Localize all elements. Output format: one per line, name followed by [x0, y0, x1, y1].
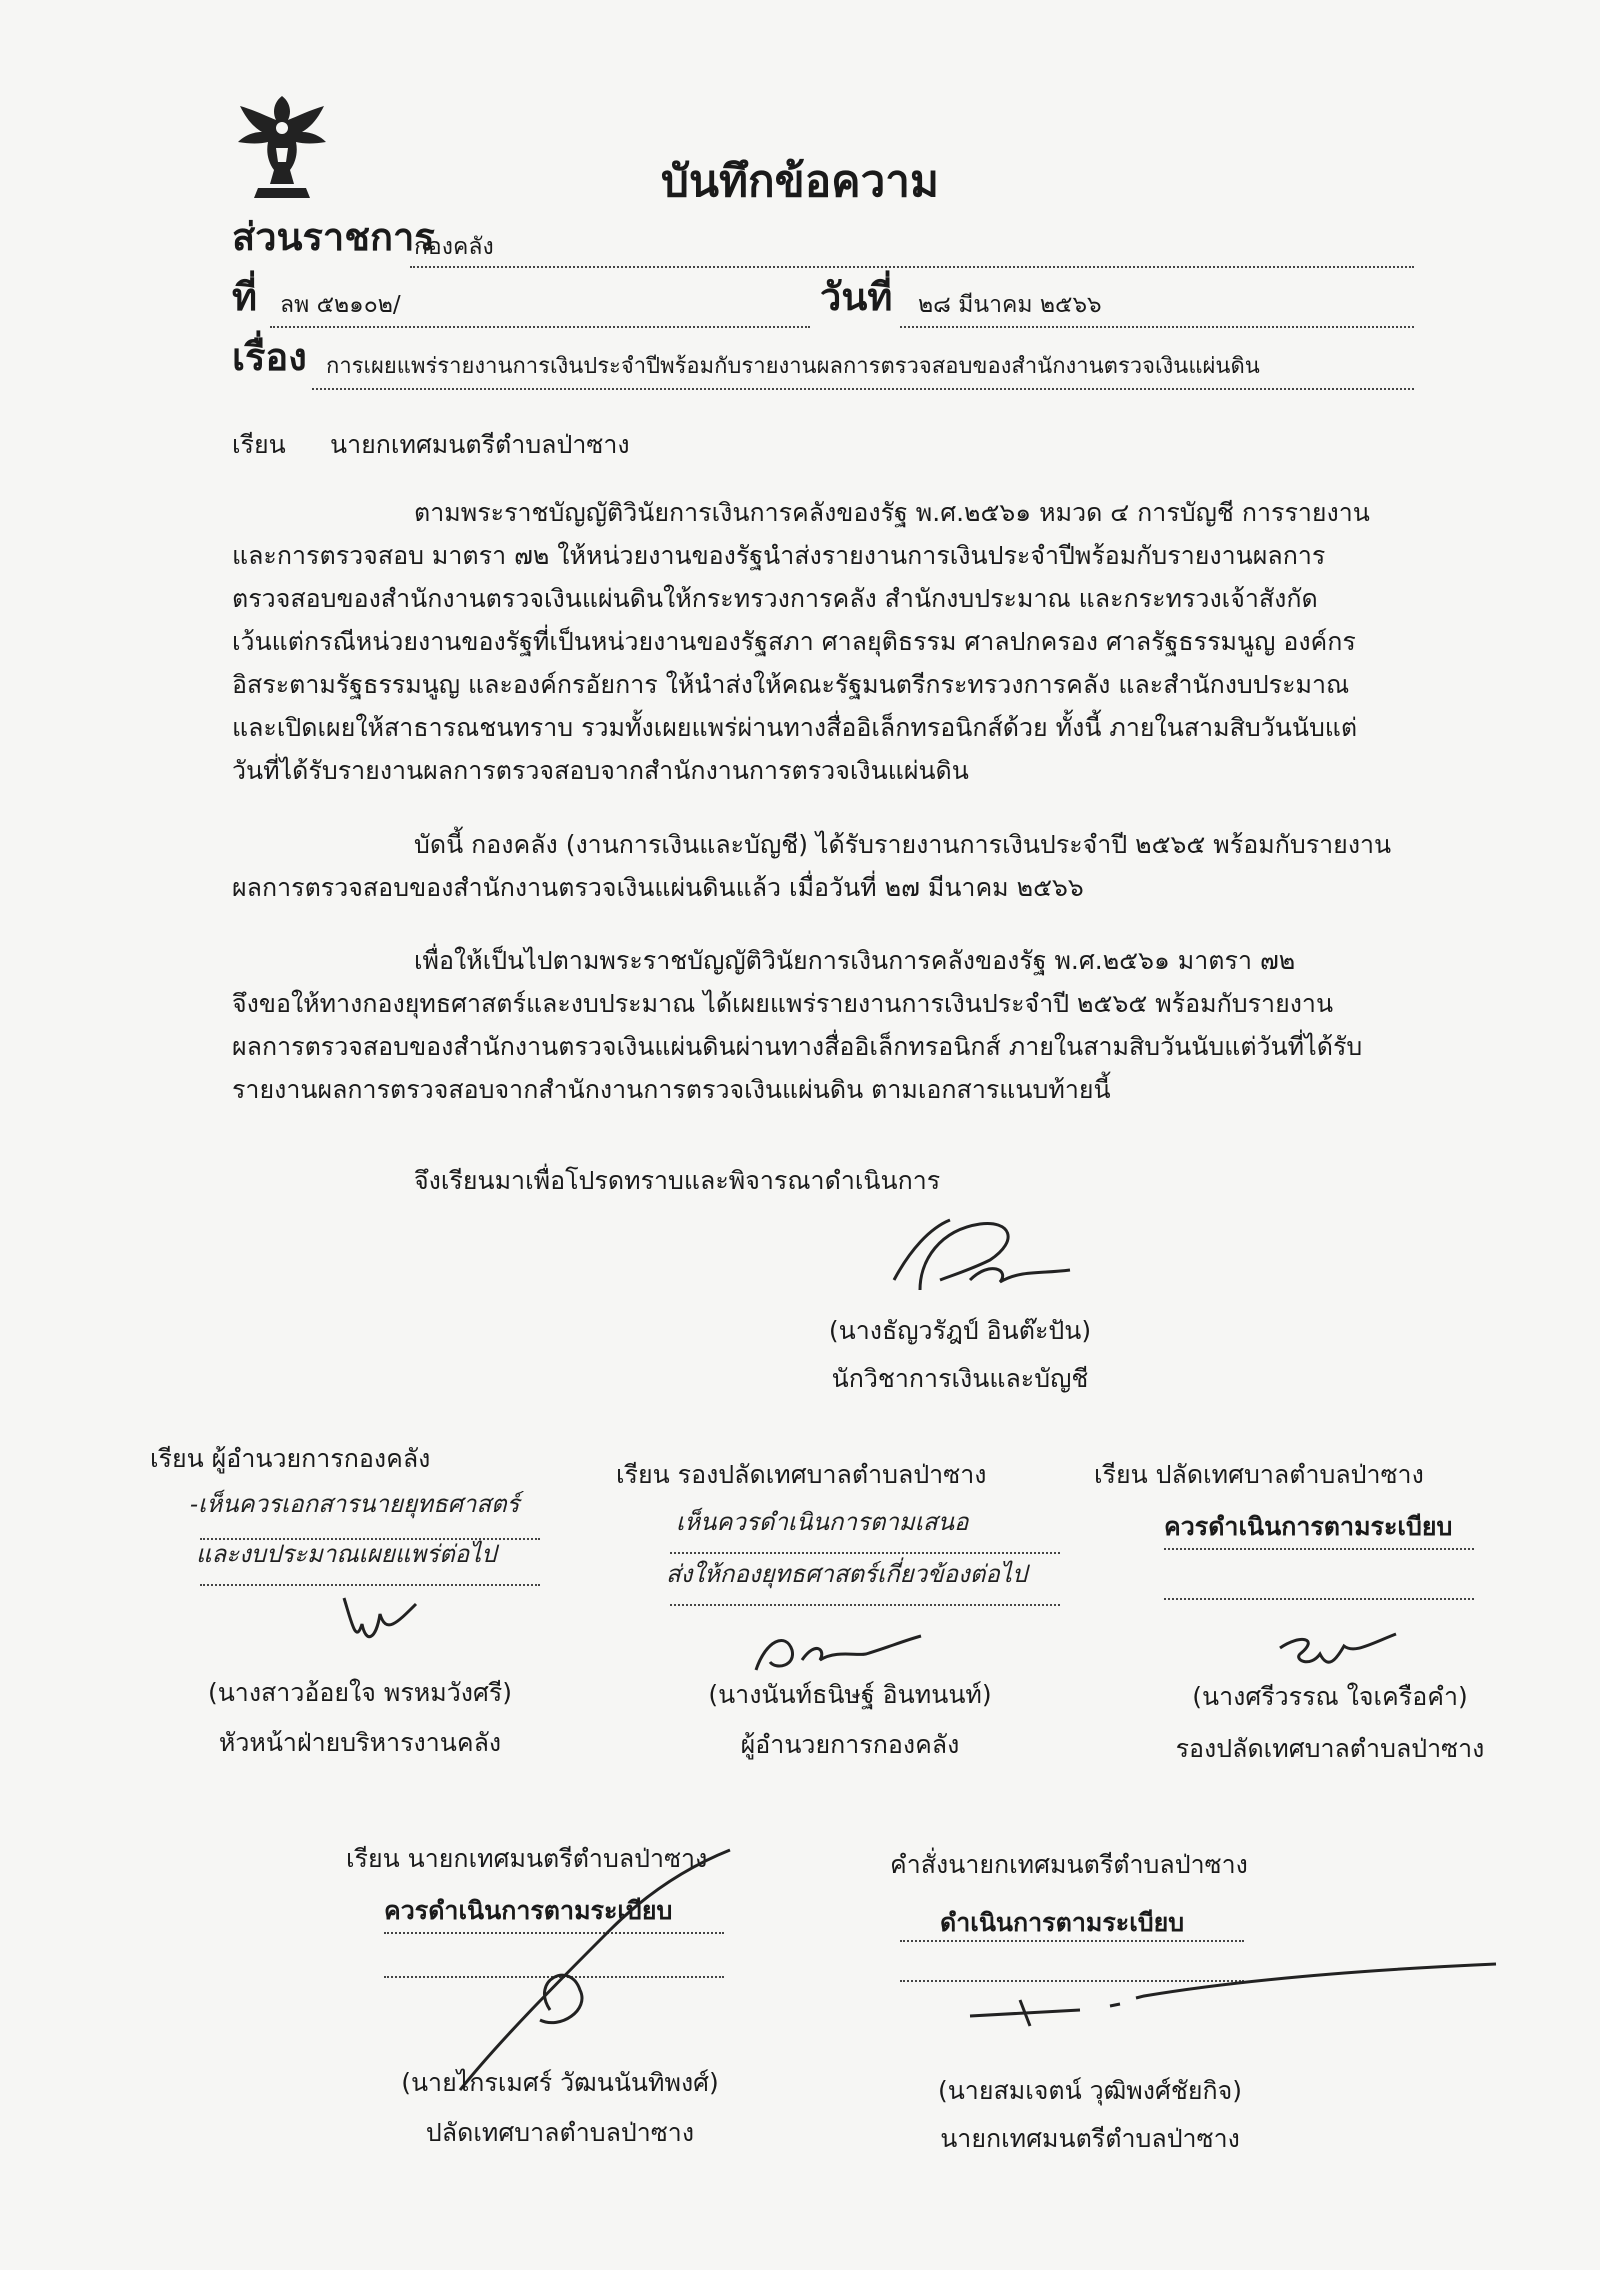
approval-2-line	[670, 1552, 1060, 1554]
approval-3-position: รองปลัดเทศบาลตำบลป่าซาง	[1175, 1734, 1485, 1763]
memo-title: บันทึกข้อความ	[660, 156, 939, 207]
approval-3-to: เรียน ปลัดเทศบาลตำบลป่าซาง	[1094, 1460, 1424, 1489]
date-value: ๒๘ มีนาคม ๒๕๖๖	[918, 292, 1102, 318]
ref-line	[270, 326, 810, 328]
agency-label: ส่วนราชการ	[232, 215, 435, 259]
approval-1-position: หัวหน้าฝ่ายบริหารงานคลัง	[218, 1728, 502, 1757]
p1-line: ตามพระราชบัญญัติวินัยการเงินการคลังของรัฐ พ.ศ.๒๕๖๑ หมวด ๔ การบัญชี การรายงาน	[414, 498, 1370, 527]
approval-2-note: ส่งให้กองยุทธศาสตร์เกี่ยวข้องต่อไป	[666, 1560, 1028, 1588]
final-1-position: ปลัดเทศบาลตำบลป่าซาง	[425, 2118, 695, 2147]
approval-3-line	[1164, 1548, 1474, 1550]
salutation-label: เรียน	[232, 430, 286, 459]
final-2-note: ดำเนินการตามระเบียบ	[940, 1908, 1185, 1937]
p1-line: ตรวจสอบของสำนักงานตรวจเงินแผ่นดินให้กระทรวงการคลัง สำนักงบประมาณ และกระทรวงเจ้าสังกัด	[232, 584, 1318, 613]
signature-final-1	[440, 1840, 740, 2100]
approval-3-line	[1164, 1598, 1474, 1600]
approval-1-note: และงบประมาณเผยแพร่ต่อไป	[196, 1540, 497, 1568]
p1-line: อิสระตามรัฐธรรมนูญ และองค์กรอัยการ ให้นำส่งให้คณะรัฐมนตรีกระทรวงการคลัง และสำนักงบประมาณ	[232, 670, 1350, 699]
p2-line: บัดนี้ กองคลัง (งานการเงินและบัญชี) ได้รับรายงานการเงินประจำปี ๒๕๖๕ พร้อมกับรายงาน	[414, 830, 1392, 859]
approval-3-note: ควรดำเนินการตามระเบียบ	[1164, 1512, 1453, 1541]
signature-main	[880, 1210, 1080, 1300]
final-2-line	[900, 1940, 1244, 1942]
p1-line: และการตรวจสอบ มาตรา ๗๒ ให้หน่วยงานของรัฐนำส่งรายงานการเงินประจำปีพร้อมกับรายงานผลการ	[232, 541, 1326, 570]
approval-1-note: -เห็นควรเอกสารนายยุทธศาสตร์	[190, 1490, 520, 1518]
approval-3-name: (นางศรีวรรณ ใจเครือคำ)	[1192, 1682, 1468, 1711]
final-2-to: คำสั่งนายกเทศมนตรีตำบลป่าซาง	[890, 1850, 1248, 1879]
approval-1-name: (นางสาวอ้อยใจ พรหมวังศรี)	[207, 1678, 513, 1707]
approval-2-position: ผู้อำนวยการกองคลัง	[740, 1730, 960, 1759]
subject-value: การเผยแพร่รายงานการเงินประจำปีพร้อมกับรายงานผลการตรวจสอบของสำนักงานตรวจเงินแผ่นดิน	[326, 354, 1260, 379]
subject-line	[312, 388, 1414, 390]
ref-label: ที่	[232, 275, 258, 319]
subject-label: เรื่อง	[232, 335, 307, 379]
salutation-value: นายกเทศมนตรีตำบลป่าซาง	[330, 430, 630, 459]
signature-approval-3	[1270, 1624, 1400, 1684]
p3-line: จึงขอให้ทางกองยุทธศาสตร์และงบประมาณ ได้เผยแพร่รายงานการเงินประจำปี ๒๕๖๕ พร้อมกับรายงาน	[232, 989, 1334, 1018]
approval-2-name: (นางนันท์ธนิษฐ์ อินทนนท์)	[708, 1680, 992, 1709]
p1-line: วันที่ได้รับรายงานผลการตรวจสอบจากสำนักงานการตรวจเงินแผ่นดิน	[232, 756, 969, 785]
p3-line: รายงานผลการตรวจสอบจากสำนักงานการตรวจเงินแผ่นดิน ตามเอกสารแนบท้ายนี้	[232, 1075, 1111, 1104]
p3-line: เพื่อให้เป็นไปตามพระราชบัญญัติวินัยการเงินการคลังของรัฐ พ.ศ.๒๕๖๑ มาตรา ๗๒	[414, 946, 1296, 975]
signature-approval-1	[336, 1584, 436, 1654]
final-2-name: (นายสมเจตน์ วุฒิพงศ์ชัยกิจ)	[937, 2076, 1243, 2105]
signature-approval-2	[746, 1620, 926, 1680]
p1-line: และเปิดเผยให้สาธารณชนทราบ รวมทั้งเผยแพร่ผ่านทางสื่ออิเล็กทรอนิกส์ด้วย ทั้งนี้ ภายในสามสิบวันนับแต่	[232, 713, 1358, 742]
approval-2-to: เรียน รองปลัดเทศบาลตำบลป่าซาง	[616, 1460, 987, 1489]
signer-main-position: นักวิชาการเงินและบัญชี	[831, 1364, 1089, 1393]
final-1-to: เรียน นายกเทศมนตรีตำบลป่าซาง	[346, 1844, 708, 1873]
final-2-position: นายกเทศมนตรีตำบลป่าซาง	[940, 2124, 1240, 2153]
final-1-note: ควรดำเนินการตามระเบียบ	[384, 1896, 673, 1925]
agency-line	[410, 266, 1414, 268]
ref-value: ลพ ๕๒๑๐๒/	[280, 292, 401, 318]
agency-value: กองคลัง	[414, 234, 494, 260]
approval-1-to: เรียน ผู้อำนวยการกองคลัง	[150, 1444, 431, 1473]
approval-2-note: เห็นควรดำเนินการตามเสนอ	[676, 1508, 969, 1536]
p1-line: เว้นแต่กรณีหน่วยงานของรัฐที่เป็นหน่วยงานของรัฐสภา ศาลยุติธรรม ศาลปกครอง ศาลรัฐธรรมนูญ องค์กร	[232, 627, 1356, 656]
signer-main-name: (นางธัญวรัฎป์ อินต๊ะปัน)	[828, 1316, 1092, 1345]
closing-line: จึงเรียนมาเพื่อโปรดทราบและพิจารณาดำเนินการ	[414, 1166, 941, 1195]
approval-2-line	[670, 1604, 1060, 1606]
p2-line: ผลการตรวจสอบของสำนักงานตรวจเงินแผ่นดินแล้ว เมื่อวันที่ ๒๗ มีนาคม ๒๕๖๖	[232, 873, 1084, 902]
date-label: วันที่	[820, 275, 893, 319]
final-1-name: (นายไกรเมศร์ วัฒนนันทิพงศ์)	[401, 2068, 719, 2097]
p3-line: ผลการตรวจสอบของสำนักงานตรวจเงินแผ่นดินผ่านทางสื่ออิเล็กทรอนิกส์ ภายในสามสิบวันนับแต่วันที่ได้รับ	[232, 1032, 1363, 1061]
date-line	[900, 326, 1414, 328]
signature-final-2	[940, 1956, 1500, 2036]
